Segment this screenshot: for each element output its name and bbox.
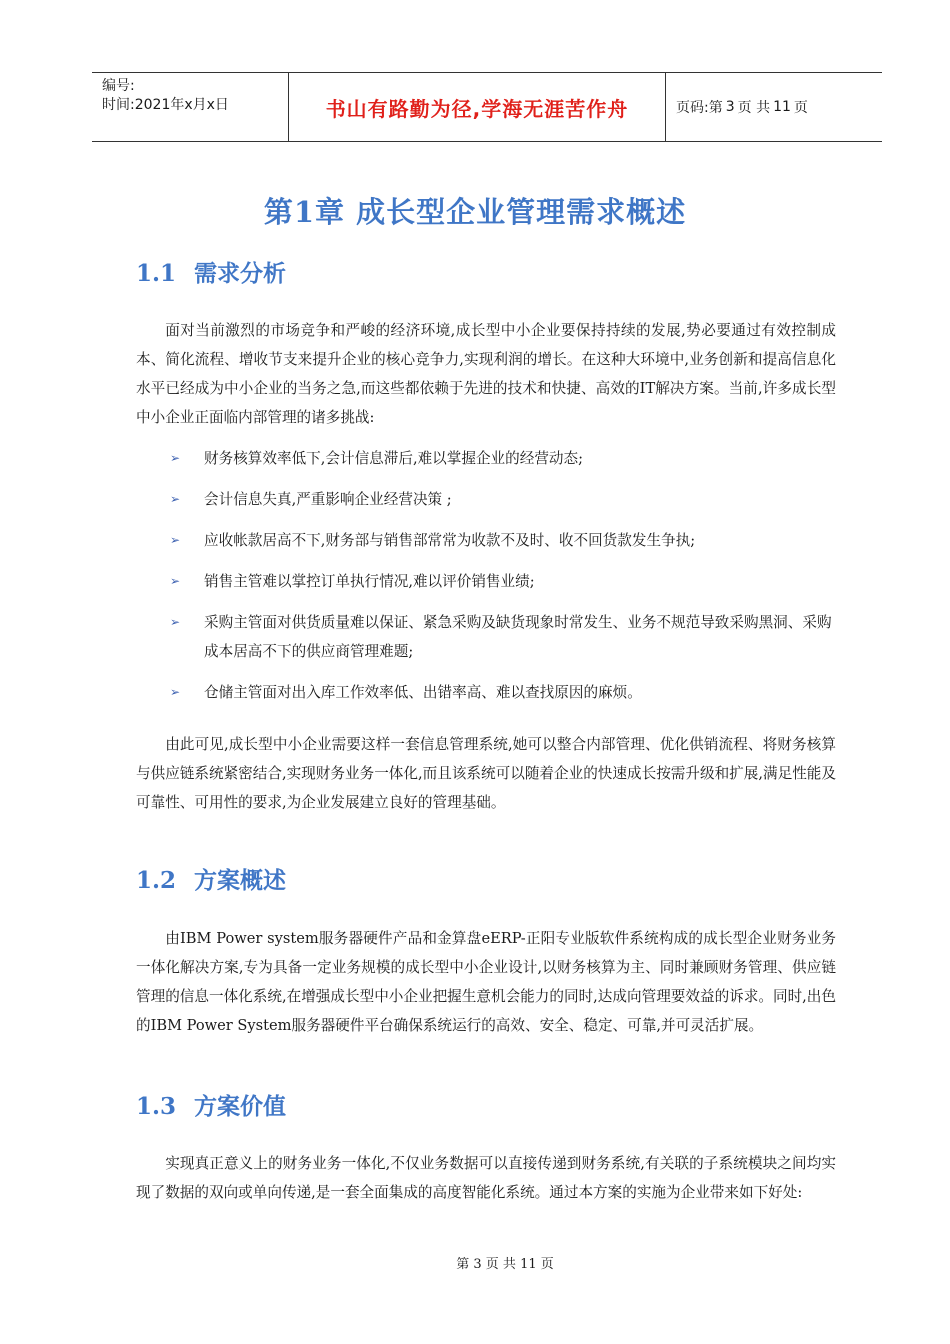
header-meta bbox=[92, 73, 288, 141]
header-motto: 书山有路勤为径,学海无涯苦作舟 bbox=[288, 73, 666, 141]
section-heading-1-1 bbox=[136, 255, 286, 288]
time-label: 时间:2021年x月x日 bbox=[102, 97, 229, 113]
footer-page-current: 3 bbox=[473, 1257, 482, 1272]
list-item: ➢ 财务核算效率低下,会计信息滞后,难以掌握企业的经营动态; bbox=[170, 444, 840, 473]
section-number: 1.2 bbox=[136, 867, 177, 894]
paragraph-conclusion: 由此可见,成长型中小企业需要这样一套信息管理系统,她可以整合内部管理、优化供销流程、将财务核算与供应链系统紧密结合,实现财务业务一体化,而且该系统可以随着企业的快速成长按需升级和扩展,满足性能及可靠性、可用性的要求,为企业发展建立良好的管理基础。 bbox=[136, 736, 836, 811]
page-middle: 页 共 bbox=[737, 100, 771, 116]
footer-page-total: 11 bbox=[520, 1257, 537, 1272]
arrow-bullet-icon: ➢ bbox=[170, 685, 181, 699]
number-label: 编号: bbox=[102, 78, 135, 94]
list-item: ➢ 销售主管难以掌控订单执行情况,难以评价销售业绩; bbox=[170, 567, 840, 596]
section-title-text: 方案价值 bbox=[194, 1093, 286, 1120]
list-item: ➢ 会计信息失真,严重影响企业经营决策 ; bbox=[170, 485, 840, 514]
section-title-text: 方案概述 bbox=[194, 867, 286, 894]
arrow-bullet-icon: ➢ bbox=[170, 451, 181, 465]
section-heading-1-3 bbox=[136, 1088, 286, 1121]
arrow-bullet-icon: ➢ bbox=[170, 615, 181, 629]
paragraph-solution-overview: 由IBM Power system服务器硬件产品和金算盘eERP-正阳专业版软件系统构成的成长型企业财务业务一体化解决方案,专为具备一定业务规模的成长型中小企业设计,以财务核算为主、同时兼顾财务管理、供应链管理的信息一体化系统,在增强成长型中小企业把握生意机会能力的同时,达成向管理要效益的诉求。同时,出色的IBM Power System服务器硬件平台确保系统运行的高效、安全、稳定、可靠,并可灵活扩展。 bbox=[136, 930, 836, 1034]
page-prefix: 页码:第 bbox=[676, 100, 723, 116]
paragraph-challenges-intro: 面对当前激烈的市场竞争和严峻的经济环境,成长型中小企业要保持持续的发展,势必要通过有效控制成本、简化流程、增收节支来提升企业的核心竞争力,实现利润的增长。在这种大环境中,业务创新和提高信息化水平已经成为中小企业的当务之急,而这些都依赖于先进的技术和快捷、高效的IT解决方案。当前,许多成长型中小企业正面临内部管理的诸多挑战: bbox=[136, 322, 836, 426]
section-number: 1.1 bbox=[136, 260, 177, 287]
list-item: ➢ 仓储主管面对出入库工作效率低、出错率高、难以查找原因的麻烦。 bbox=[170, 678, 840, 707]
header-page-info bbox=[666, 73, 882, 141]
challenge-list bbox=[170, 444, 840, 719]
page-suffix: 页 bbox=[793, 100, 808, 116]
paragraph-solution-value: 实现真正意义上的财务业务一体化,不仅业务数据可以直接传递到财务系统,有关联的子系统模块之间均实现了数据的双向或单向传递,是一套全面集成的高度智能化系统。通过本方案的实施为企业带来如下好处: bbox=[136, 1155, 836, 1201]
section-heading-1-2 bbox=[136, 862, 286, 895]
arrow-bullet-icon: ➢ bbox=[170, 574, 181, 588]
list-item: ➢ 采购主管面对供货质量难以保证、紧急采购及缺货现象时常发生、业务不规范导致采购黑洞、采购成本居高不下的供应商管理难题; bbox=[170, 608, 840, 666]
arrow-bullet-icon: ➢ bbox=[170, 533, 181, 547]
page-current: 3 bbox=[725, 99, 735, 115]
page-footer: 第 3 页 共 11 页 bbox=[456, 1257, 554, 1272]
section-number: 1.3 bbox=[136, 1093, 177, 1120]
list-item: ➢ 应收帐款居高不下,财务部与销售部常常为收款不及时、收不回货款发生争执; bbox=[170, 526, 840, 555]
chapter-title: 第1章 成长型企业管理需求概述 bbox=[263, 195, 687, 229]
page-header bbox=[92, 72, 882, 142]
arrow-bullet-icon: ➢ bbox=[170, 492, 181, 506]
page-total: 11 bbox=[773, 99, 791, 115]
section-title-text: 需求分析 bbox=[194, 260, 286, 287]
